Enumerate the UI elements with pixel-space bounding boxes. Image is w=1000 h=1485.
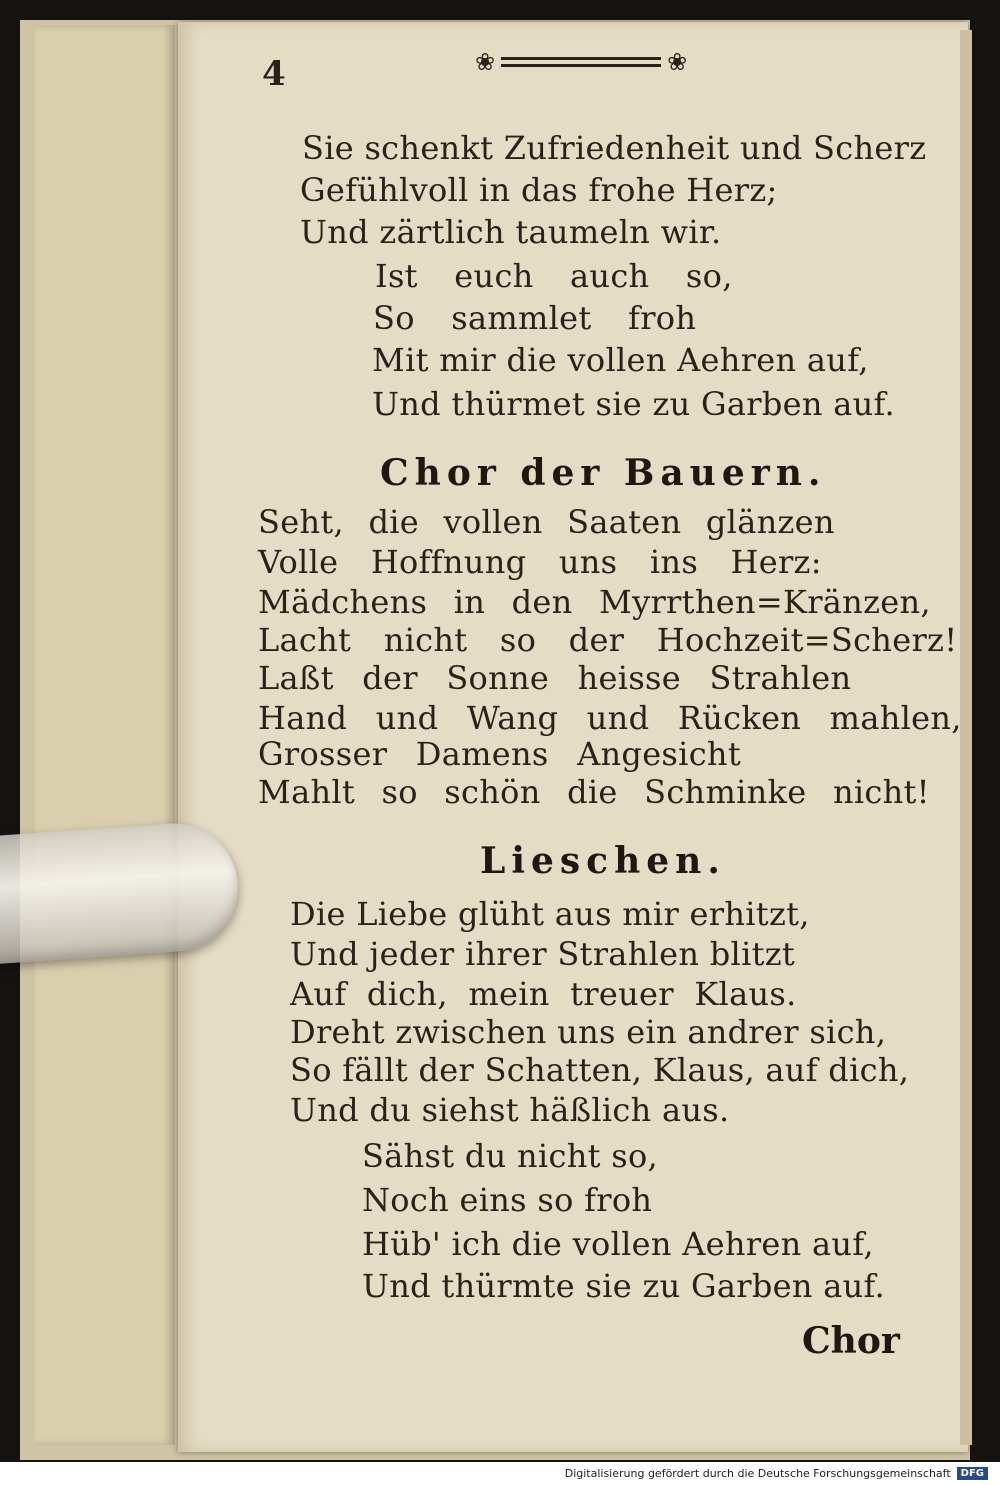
verse-line: Laßt der Sonne heisse Strahlen <box>258 659 852 697</box>
book-inner-margin <box>35 25 175 1445</box>
footer-bar <box>0 1462 1000 1485</box>
verse-line: Die Liebe glüht aus mir erhitzt, <box>290 895 810 933</box>
flower-icon: ❀ <box>667 48 688 76</box>
verse-line: Auf dich, mein treuer Klaus. <box>290 975 797 1013</box>
verse-line: Seht, die vollen Saaten glänzen <box>258 503 835 541</box>
verse-line: So sammlet froh <box>373 299 697 337</box>
verse-line: Und du siehst häßlich aus. <box>290 1091 730 1129</box>
verse-line: Sie schenkt Zufriedenheit und Scherz <box>302 129 927 167</box>
floral-rule-ornament-icon <box>475 50 687 74</box>
catchword: Chor <box>802 1320 900 1362</box>
verse-line: Lacht nicht so der Hochzeit=Scherz! <box>258 621 958 659</box>
verse-line: Ist euch auch so, <box>375 257 733 295</box>
verse-line: So fällt der Schatten, Klaus, auf dich, <box>290 1051 910 1089</box>
verse-line: Mit mir die vollen Aehren auf, <box>372 341 869 379</box>
verse-line: Und zärtlich taumeln wir. <box>300 213 722 251</box>
verse-line: Noch eins so froh <box>362 1181 653 1219</box>
verse-line: Volle Hoffnung uns ins Herz: <box>258 543 822 581</box>
flower-icon: ❀ <box>475 48 496 76</box>
verse-line: Sähst du nicht so, <box>362 1137 658 1175</box>
verse-line: Hüb' ich die vollen Aehren auf, <box>362 1225 874 1263</box>
verse-line: Grosser Damens Angesicht <box>258 735 741 773</box>
dfg-logo: DFG <box>957 1467 988 1480</box>
section-heading: Chor der Bauern. <box>380 452 827 494</box>
verse-line: Und thürmte sie zu Garben auf. <box>362 1267 886 1305</box>
verse-line: Und thürmet sie zu Garben auf. <box>372 385 896 423</box>
section-heading: Lieschen. <box>480 840 726 882</box>
footer-credit: Digitalisierung gefördert durch die Deutsche Forschungsgemeinschaft <box>564 1467 951 1480</box>
verse-line: Mädchens in den Myrrthen=Kränzen, <box>258 583 931 621</box>
verse-line: Gefühlvoll in das frohe Herz; <box>300 171 778 209</box>
page-number: 4 <box>262 54 286 94</box>
verse-line: Hand und Wang und Rücken mahlen, <box>258 699 962 737</box>
verse-line: Und jeder ihrer Strahlen blitzt <box>290 935 796 973</box>
verse-line: Mahlt so schön die Schminke nicht! <box>258 773 930 811</box>
page-edge <box>960 30 972 1445</box>
double-rule <box>501 57 661 67</box>
verse-line: Dreht zwischen uns ein andrer sich, <box>290 1013 887 1051</box>
